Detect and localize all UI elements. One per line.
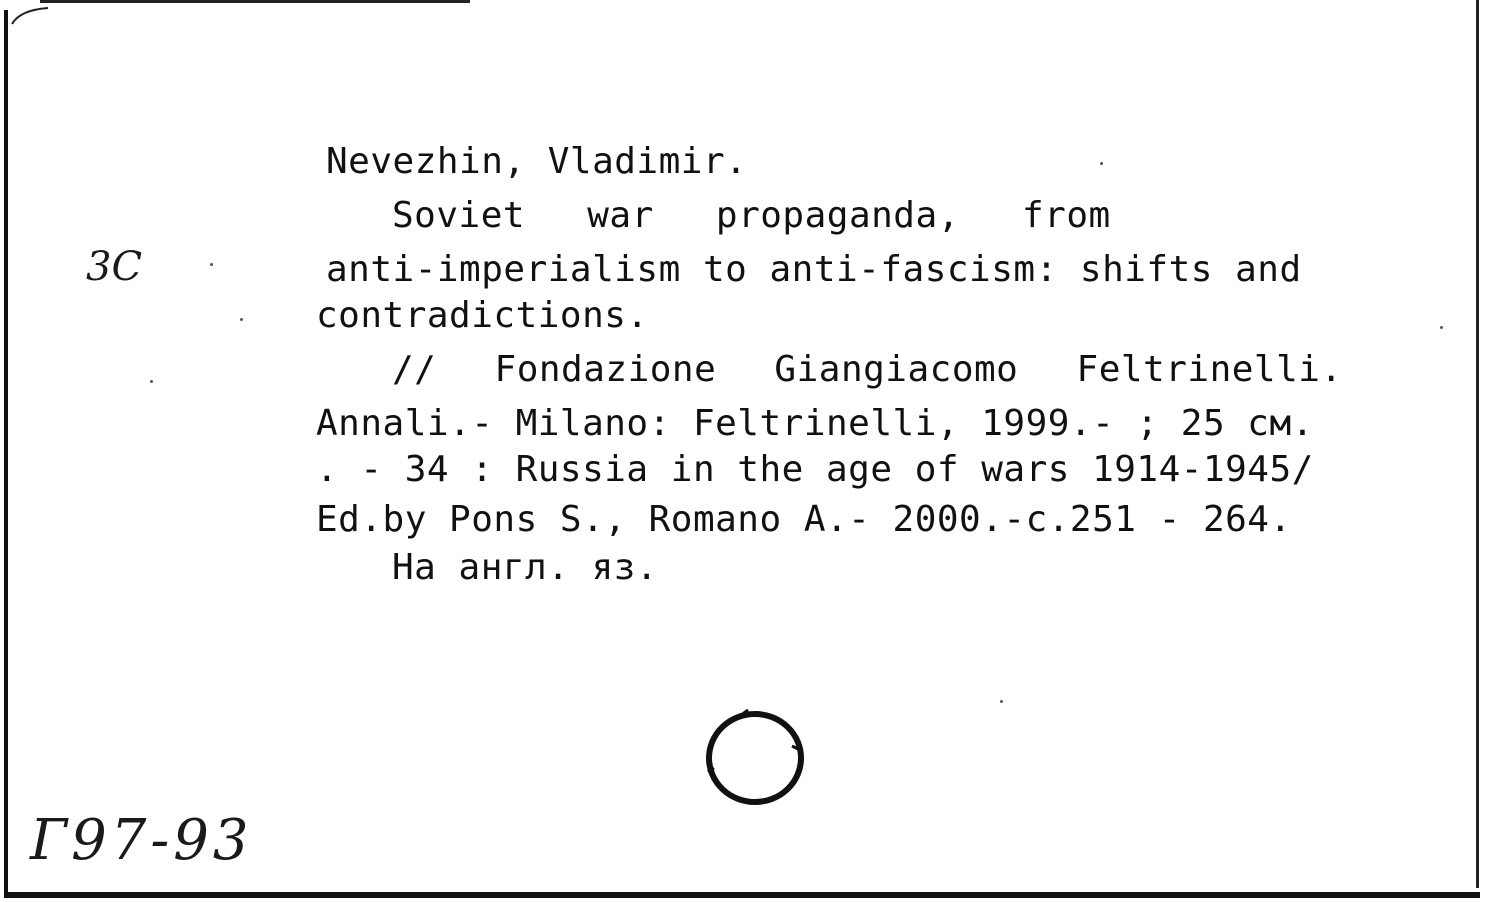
- speck: [150, 380, 153, 383]
- card-top-edge: [40, 0, 470, 3]
- call-number: Г97-93: [30, 808, 253, 873]
- source-line-3: . - 34 : Russia in the age of wars 1914-1945/: [316, 449, 1314, 490]
- shelf-mark: 3C: [86, 244, 143, 290]
- speck: [1000, 700, 1003, 703]
- language-note: На англ. яз.: [392, 547, 659, 588]
- corner-mark: [10, 6, 50, 26]
- title-line-2: anti-imperialism to anti-fascism: shifts and: [326, 249, 1302, 290]
- source-line-1: // Fondazione Giangiacomo Feltrinelli.: [392, 349, 1343, 390]
- source-line-4: Ed.by Pons S., Romano A.- 2000.-c.251 - 264.: [316, 499, 1292, 540]
- title-line-1: Soviet war propaganda, from: [392, 195, 1111, 236]
- speck: [1440, 326, 1443, 329]
- speck: [1100, 162, 1103, 165]
- speck: [210, 263, 213, 266]
- card-right-edge: [1476, 0, 1479, 888]
- punch-hole-icon: [700, 706, 810, 810]
- title-line-3: contradictions.: [316, 295, 649, 336]
- author-line: Nevezhin, Vladimir.: [326, 141, 748, 182]
- card-left-edge: [4, 10, 8, 898]
- speck: [240, 318, 243, 321]
- source-line-2: Annali.- Milano: Feltrinelli, 1999.- ; 25 см.: [316, 403, 1314, 444]
- card-bottom-edge: [4, 892, 1480, 898]
